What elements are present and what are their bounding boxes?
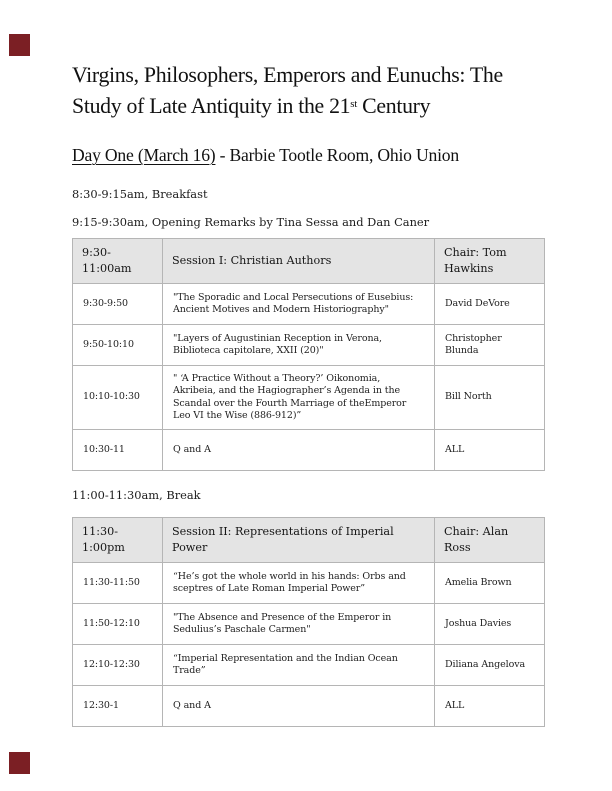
talk-title: Q and A (163, 430, 435, 471)
talk-title: " ‘A Practice Without a Theory?’ Oikonomia, Akribeia, and the Hagiographer’s Agenda in the Scandal over the Fourth Marriage of theEmperor Leo VI the Wise (886-912)” (163, 366, 435, 430)
talk-time: 12:30-1 (73, 686, 163, 727)
table-row (73, 325, 545, 366)
session-1-table (72, 238, 545, 471)
table-row (73, 430, 545, 471)
page-title-line2: Study of Late Antiquity in the 21 (72, 94, 351, 118)
session-1-chair: Chair: Tom Hawkins (435, 239, 545, 284)
talk-speaker: Diliana Angelova (435, 645, 545, 686)
day-one-heading: Day One (March 16) (72, 145, 216, 165)
day-location: - Barbie Tootle Room, Ohio Union (215, 145, 459, 165)
session-2-header-row (73, 518, 545, 563)
talk-title: "The Sporadic and Local Persecutions of Eusebius: Ancient Motives and Modern Historiography" (163, 284, 435, 325)
page-corner-marker-bottom (9, 752, 30, 774)
table-row (73, 686, 545, 727)
day-heading (72, 143, 544, 167)
session-2-title: Session II: Representations of Imperial Power (163, 518, 435, 563)
page-title (72, 0, 544, 126)
page-title-line2-end: Century (356, 94, 431, 118)
talk-speaker: David DeVore (435, 284, 545, 325)
talk-title: “Imperial Representation and the Indian Ocean Trade” (163, 645, 435, 686)
break-line: 11:00-11:30am, Break (72, 488, 201, 503)
talk-time: 10:10-10:30 (73, 366, 163, 430)
session-1-title: Session I: Christian Authors (163, 239, 435, 284)
talk-speaker: Amelia Brown (435, 563, 545, 604)
session-2-chair: Chair: Alan Ross (435, 518, 545, 563)
talk-speaker: Joshua Davies (435, 604, 545, 645)
table-row (73, 284, 545, 325)
talk-time: 11:50-12:10 (73, 604, 163, 645)
talk-time: 10:30-11 (73, 430, 163, 471)
talk-speaker: ALL (435, 686, 545, 727)
talk-time: 9:30-9:50 (73, 284, 163, 325)
session-2-time: 11:30-1:00pm (73, 518, 163, 563)
talk-time: 11:30-11:50 (73, 563, 163, 604)
session-2-table (72, 517, 545, 727)
breakfast-line: 8:30-9:15am, Breakfast (72, 187, 208, 201)
table-row (73, 366, 545, 430)
talk-speaker: Bill North (435, 366, 545, 430)
talk-time: 9:50-10:10 (73, 325, 163, 366)
talk-speaker: ALL (435, 430, 545, 471)
talk-speaker: Christopher Blunda (435, 325, 545, 366)
document-content (72, 0, 544, 727)
talk-title: "The Absence and Presence of the Emperor in Sedulius’s Paschale Carmen" (163, 604, 435, 645)
table-row (73, 604, 545, 645)
session-1-header-row (73, 239, 545, 284)
table-row (73, 563, 545, 604)
table-row (73, 645, 545, 686)
talk-time: 12:10-12:30 (73, 645, 163, 686)
opening-remarks-line: 9:15-9:30am, Opening Remarks by Tina Sessa and Dan Caner (72, 215, 430, 229)
page-corner-marker-top (9, 34, 30, 56)
title-superscript: st (350, 98, 357, 111)
talk-title: "Layers of Augustinian Reception in Verona, Biblioteca capitolare, XXII (20)" (163, 325, 435, 366)
talk-title: “He’s got the whole world in his hands: Orbs and sceptres of Late Roman Imperial Power” (163, 563, 435, 604)
talk-title: Q and A (163, 686, 435, 727)
session-1-time: 9:30-11:00am (73, 239, 163, 284)
page-title-line1: Virgins, Philosophers, Emperors and Eunuchs: The (72, 63, 503, 87)
